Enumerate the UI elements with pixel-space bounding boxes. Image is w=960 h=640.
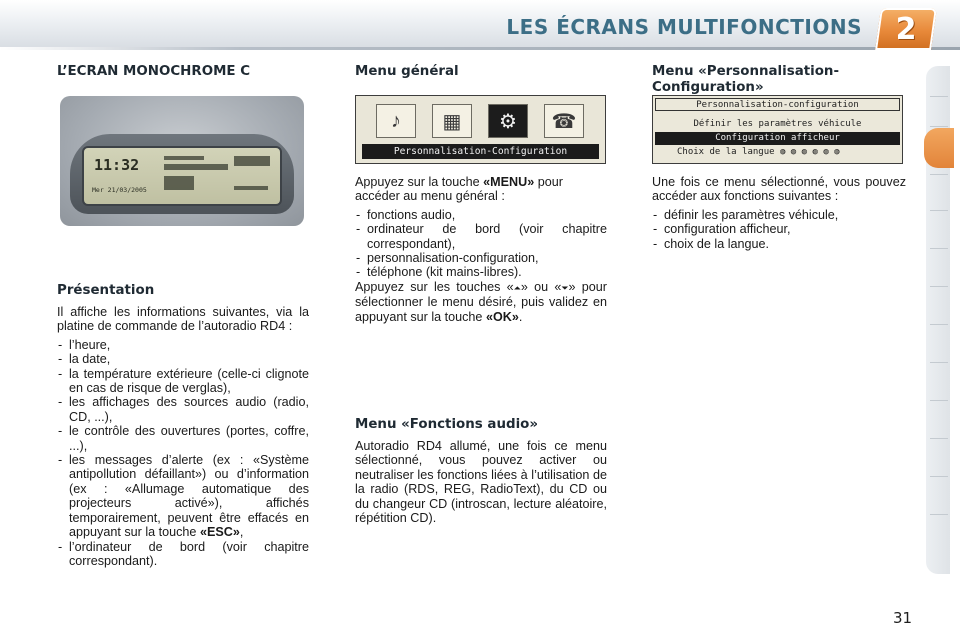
- presentation-intro: Il affiche les informations suivantes, via la platine de commande de l’autoradio RD4 :: [57, 305, 309, 334]
- down-arrow-icon: ⏷: [561, 282, 569, 293]
- chapter-title: LES ÉCRANS MULTIFONCTIONS: [506, 15, 862, 39]
- list-item: - ordinateur de bord (voir chapitre correspondant),: [355, 222, 607, 251]
- chapter-number: 2: [895, 11, 917, 47]
- tab-divider: [930, 174, 948, 175]
- lcd-segment: [164, 156, 204, 160]
- esc-key-label: «ESC»: [199, 525, 240, 540]
- tab-divider: [930, 210, 948, 211]
- chapter-tab-active[interactable]: [924, 128, 954, 168]
- list-item: - l’ordinateur de bord (voir chapitre correspondant).: [57, 540, 309, 569]
- audio-menu-title: Menu «Fonctions audio»: [355, 417, 539, 432]
- lcd-segment: [234, 156, 270, 166]
- column-monochrome-screen: [57, 64, 309, 80]
- intro-text: Appuyez sur la touche: [355, 175, 484, 189]
- language-flags-icon: ◍ ◍ ◍ ◍ ◍ ◍: [779, 147, 840, 157]
- ok-key-label: «OK»: [485, 309, 519, 324]
- section-title: Menu «Personnalisation-Configuration»: [652, 64, 840, 95]
- intro-text: pour accéder au menu général :: [355, 175, 563, 204]
- tab-divider: [930, 514, 948, 515]
- list-item-text: les messages d’alerte (ex : «Système antipollution défaillant») ou d’information (ex : «Allumage automatique des projecteurs activé»), affichés temporairement, peuvent être effacés en appuyant sur la touche: [69, 453, 309, 540]
- menu-option: [655, 146, 900, 159]
- lcd-segment: [164, 164, 228, 170]
- computer-icon: ▦: [432, 104, 472, 138]
- lcd-segment: [234, 186, 268, 190]
- nav-text: Appuyez sur les touches «: [355, 279, 514, 294]
- list-item: - le contrôle des ouvertures (portes, coffre, ...),: [57, 424, 309, 453]
- nav-text: » pour sélectionner le menu désiré, puis validez en appuyant sur la touche: [355, 279, 607, 324]
- lcd-date: Mer 21/03/2005: [92, 186, 147, 194]
- menu-option-label: Choix de la langue: [677, 147, 775, 157]
- list-item: - l’heure,: [57, 338, 309, 352]
- nav-text: .: [518, 309, 523, 324]
- menu-option: Définir les paramètres véhicule: [693, 119, 862, 129]
- tab-divider: [930, 476, 948, 477]
- menu-caption: Personnalisation-Configuration: [362, 144, 599, 159]
- menu-heading: Personnalisation-configuration: [655, 98, 900, 111]
- general-menu-screen: [355, 95, 606, 164]
- list-item: - la température extérieure (celle-ci clignote en cas de risque de verglas),: [57, 367, 309, 396]
- personalisation-menu-text: [652, 175, 906, 251]
- lcd-time: 11:32: [94, 156, 140, 174]
- personalisation-list: [652, 208, 906, 251]
- audio-menu-text: Autoradio RD4 allumé, une fois ce menu sélectionné, vous pouvez activer ou neutraliser les fonctions liées à l’utilisation de la radio (RDS, REG, RadioText), du CD ou du changeur CD (introscan, lecture aléatoire, répétition CD).: [355, 439, 607, 526]
- dashboard-display-photo: [60, 96, 304, 226]
- navigation-instructions: [355, 280, 607, 324]
- column-personalisation-menu: [652, 64, 906, 96]
- settings-icon: ⚙: [488, 104, 528, 138]
- general-menu-text: [355, 175, 607, 324]
- list-item: - la date,: [57, 352, 309, 366]
- list-item: [57, 453, 309, 539]
- tab-divider: [930, 438, 948, 439]
- up-arrow-icon: ⏶: [513, 282, 521, 293]
- audio-functions-section: [355, 417, 607, 525]
- list-item: - définir les paramètres véhicule,: [652, 208, 906, 222]
- list-item: - personnalisation-configuration,: [355, 251, 607, 265]
- section-title: Menu général: [355, 64, 459, 79]
- tab-divider: [930, 286, 948, 287]
- monochrome-lcd: [82, 146, 282, 206]
- display-info-list: [57, 338, 309, 569]
- nav-text: » ou «: [520, 279, 562, 294]
- tab-divider: [930, 248, 948, 249]
- audio-icon: ♪: [376, 104, 416, 138]
- page-number: 31: [893, 609, 913, 627]
- presentation-title: Présentation: [57, 283, 155, 298]
- list-item-suffix: ,: [239, 525, 244, 540]
- presentation-section: [57, 283, 309, 568]
- tab-divider: [930, 324, 948, 325]
- personalisation-menu-screen: [652, 95, 903, 164]
- list-item: - téléphone (kit mains-libres).: [355, 265, 607, 279]
- list-item: - fonctions audio,: [355, 208, 607, 222]
- tab-divider: [930, 96, 948, 97]
- tab-divider: [930, 400, 948, 401]
- phone-icon: ☎: [544, 104, 584, 138]
- list-item: - choix de la langue.: [652, 237, 906, 251]
- section-title: L’ECRAN MONOCHROME C: [57, 64, 251, 79]
- list-item: - configuration afficheur,: [652, 222, 906, 236]
- list-item: - les affichages des sources audio (radio, CD, ...),: [57, 395, 309, 424]
- menu-option-selected: Configuration afficheur: [655, 132, 900, 145]
- tab-divider: [930, 362, 948, 363]
- personalisation-intro: Une fois ce menu sélectionné, vous pouvez accéder aux fonctions suivantes :: [652, 175, 906, 204]
- general-menu-intro: [355, 175, 607, 204]
- menu-key-label: «MENU»: [483, 175, 535, 189]
- lcd-segment: [164, 176, 194, 190]
- tab-divider: [930, 126, 948, 127]
- column-general-menu: [355, 64, 607, 80]
- general-menu-list: [355, 208, 607, 280]
